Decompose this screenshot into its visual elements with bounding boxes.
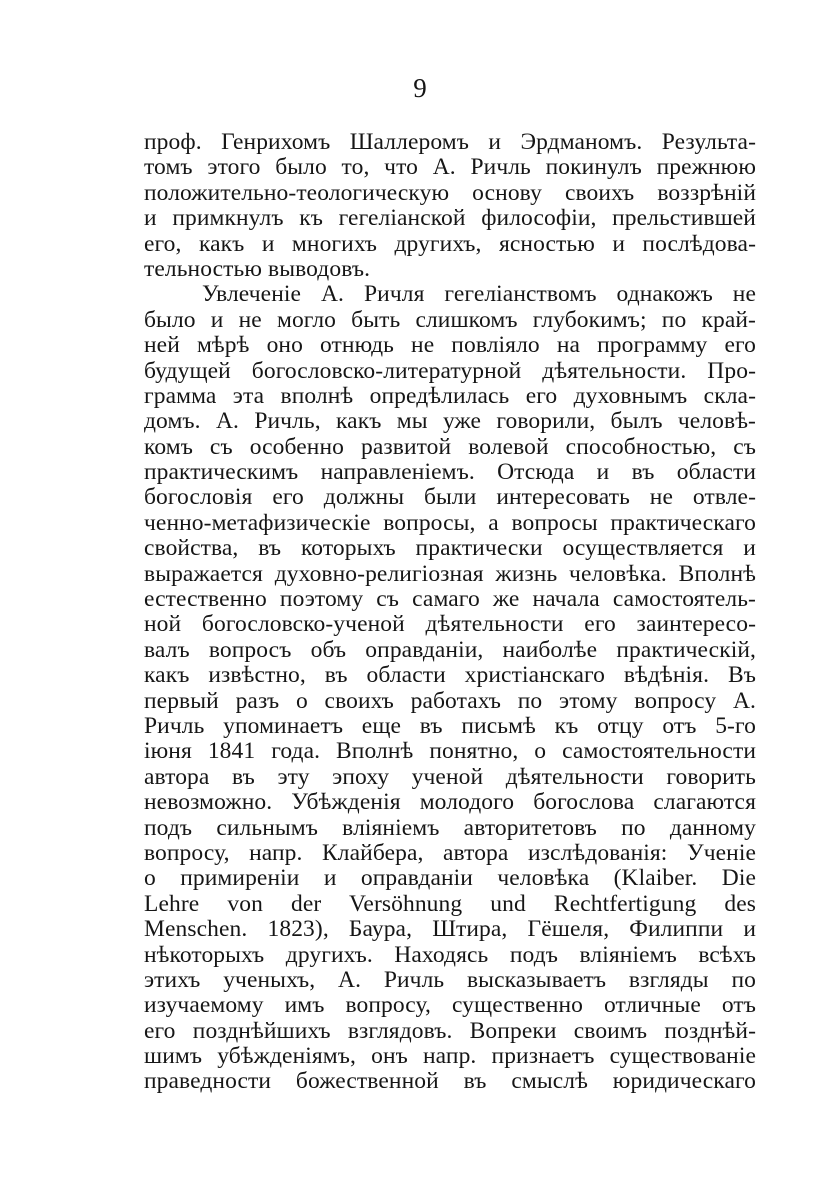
text-line: автора въ эту эпоху ученой дѣятельности говорить xyxy=(144,764,756,790)
text-line: проф. Генрихомъ Шаллеромъ и Эрдманомъ. Результа- xyxy=(144,130,756,155)
text-line: положительно-теологическую основу своихъ воззрѣній xyxy=(144,180,756,206)
text-line: будущей богословско-литературной дѣятельности. Про- xyxy=(144,358,756,384)
text-line: свойства, въ которыхъ практически осуществляется и xyxy=(144,536,756,562)
paragraph-1 xyxy=(144,130,756,282)
text-line: Menschen. 1823), Баура, Штира, Гёшеля, Филиппи и xyxy=(144,917,756,943)
text-line: Ричль упоминаетъ еще въ письмѣ къ отцу отъ 5-го xyxy=(144,713,756,739)
text-line: о примиреніи и оправданіи человѣка (Klaiber. Die xyxy=(144,866,756,892)
text-line: ней мѣрѣ оно отнюдь не повліяло на программу его xyxy=(144,333,756,359)
text-line: тельностью выводовъ. xyxy=(144,256,371,282)
text-line: шимъ убѣжденіямъ, онъ напр. признаетъ существованіе xyxy=(144,1044,756,1070)
text-line: первый разъ о своихъ работахъ по этому вопросу А. xyxy=(144,688,756,714)
text-line: Lehre von der Versöhnung und Rechtfertigung des xyxy=(144,891,756,917)
text-line: невозможно. Убѣжденія молодого богослова слагаются xyxy=(144,790,756,816)
text-line: ченно-метафизическіе вопросы, а вопросы практическаго xyxy=(144,510,756,536)
text-line: какъ извѣстно, въ области христіанскаго вѣдѣнія. Въ xyxy=(144,663,756,689)
text-line: Увлеченіе А. Ричля гегеліанствомъ однакожъ не xyxy=(202,282,756,308)
text-line: было и не могло быть слишкомъ глубокимъ; по край- xyxy=(144,307,756,333)
text-line: этихъ ученыхъ, А. Ричль высказываетъ взгляды по xyxy=(144,967,756,993)
text-line: изучаемому имъ вопросу, существенно отличные отъ xyxy=(144,993,756,1019)
text-line: практическимъ направленіемъ. Отсюда и въ области xyxy=(144,460,756,486)
paragraph-2 xyxy=(144,282,756,1095)
text-line: вопросу, напр. Клайбера, автора изслѣдованія: Ученіе xyxy=(144,840,756,866)
text-line: нѣкоторыхъ другихъ. Находясь подъ вліяніемъ всѣхъ xyxy=(144,942,756,968)
text-line: грамма эта вполнѣ опредѣлилась его духовнымъ скла- xyxy=(144,383,756,409)
text-line: его, какъ и многихъ другихъ, ясностью и послѣдова- xyxy=(144,231,756,257)
text-line: томъ этого было то, что А. Ричль покинулъ прежнюю xyxy=(144,155,756,181)
text-line: богословія его должны были интересовать не отвле- xyxy=(144,485,756,511)
text-body xyxy=(144,130,756,1095)
text-line: праведности божественной въ смыслѣ юридическаго xyxy=(144,1069,756,1095)
text-line: іюня 1841 года. Вполнѣ понятно, о самостоятельности xyxy=(144,739,756,765)
text-line: ной богословско-ученой дѣятельности его заинтересо- xyxy=(144,612,756,638)
text-line: валъ вопросъ объ оправданіи, наиболѣе практическій, xyxy=(144,637,756,663)
text-line: выражается духовно-религіозная жизнь человѣка. Вполнѣ xyxy=(144,561,756,587)
text-line: подъ сильнымъ вліяніемъ авторитетовъ по данному xyxy=(144,815,756,841)
page-number: 9 xyxy=(413,73,427,103)
text-line: домъ. А. Ричль, какъ мы уже говорили, былъ человѣ- xyxy=(144,409,756,435)
text-line: комъ съ особенно развитой волевой способностью, съ xyxy=(144,434,756,460)
text-line: естественно поэтому съ самаго же начала самостоятель- xyxy=(144,587,756,613)
text-line: и примкнулъ къ гегеліанской философіи, прельстившей xyxy=(144,206,756,232)
text-line: его позднѣйшихъ взглядовъ. Вопреки своимъ позднѣй- xyxy=(144,1018,756,1044)
